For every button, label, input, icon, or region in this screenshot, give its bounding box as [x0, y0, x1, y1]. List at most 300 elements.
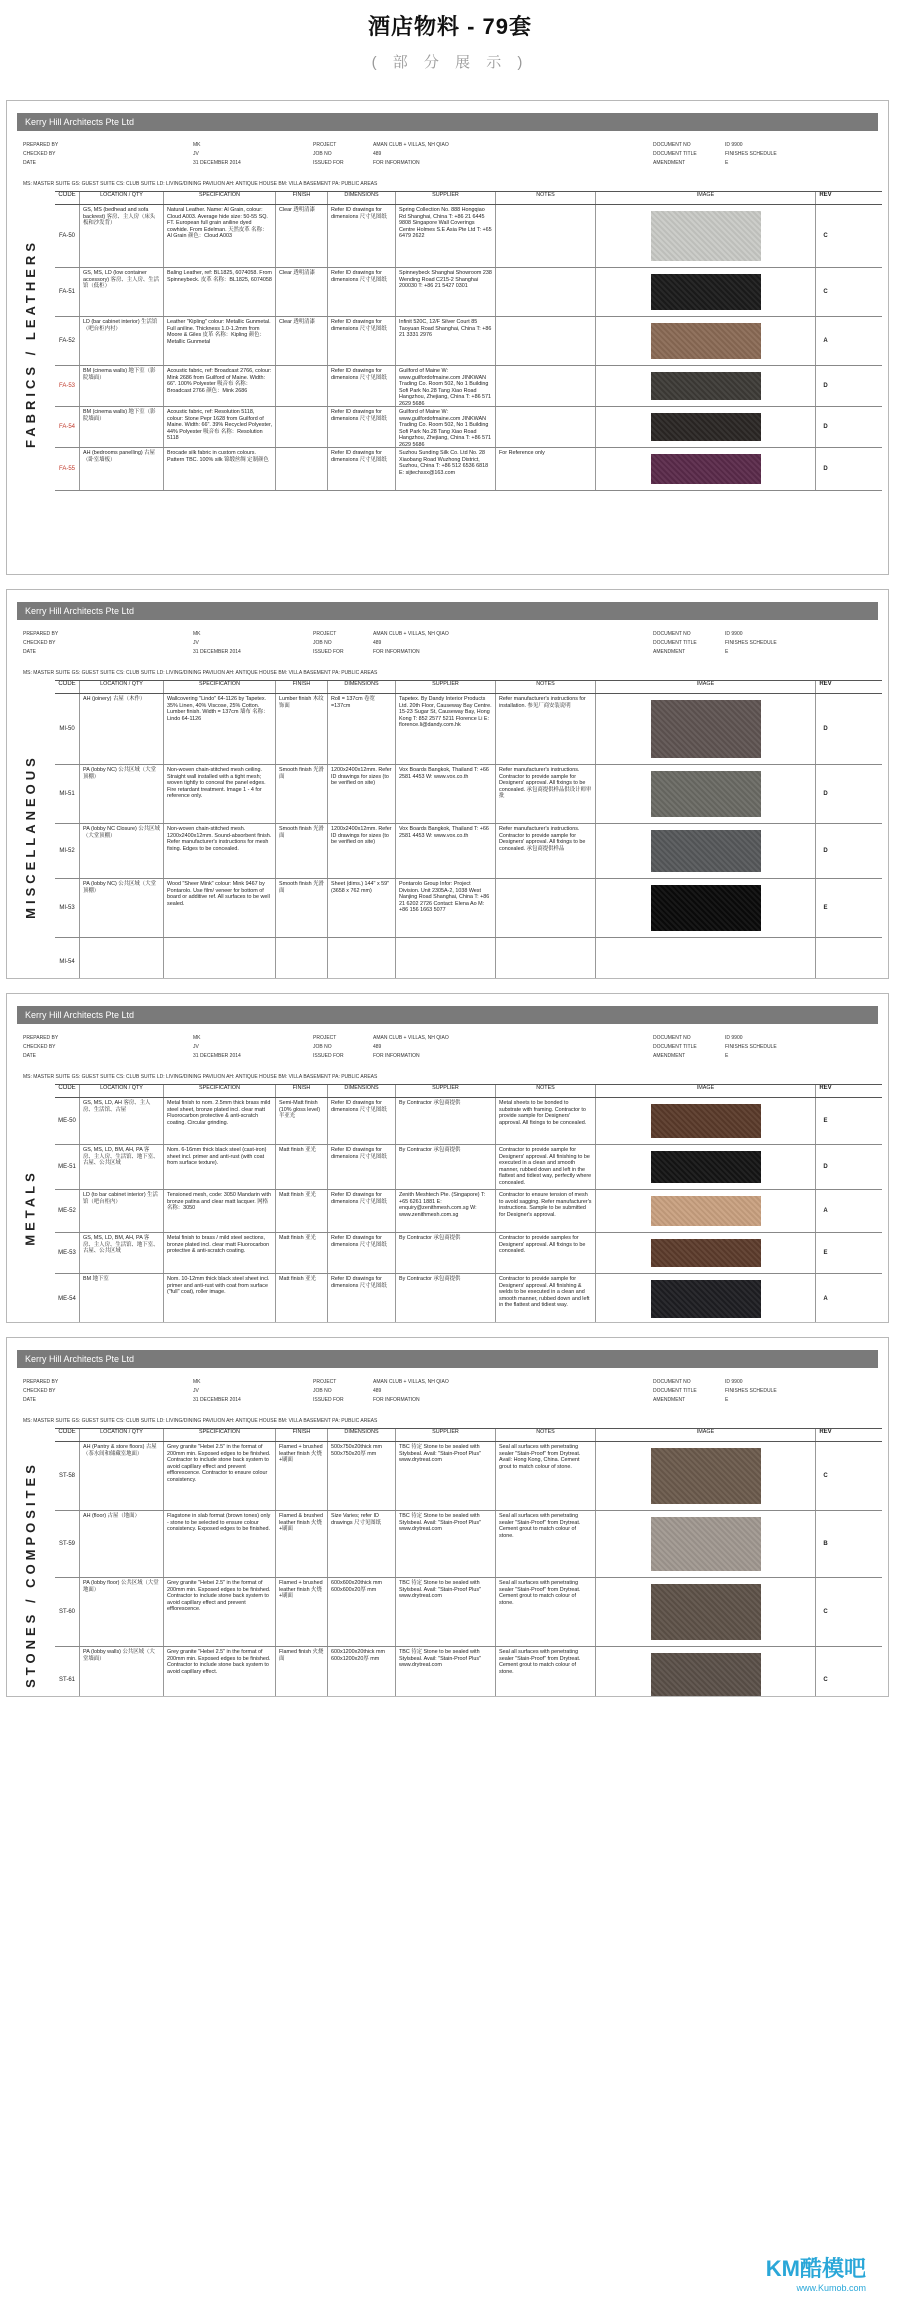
material-swatch-cell: [595, 268, 815, 316]
row-specification: Metal finish to nom. 2.5mm thick brass mild steel sheet, bronze plated incl. clear matt Fluorocarbon protective & anti-scratch coating. Circular grinding.: [163, 1098, 275, 1144]
row-location: LD (bar cabinet interior) 生活馆（吧台柜内衬）: [79, 317, 163, 365]
column-header: IMAGE: [595, 681, 815, 693]
row-location: GS, MS (bedhead and sofa backrest) 客房、主人房（床头板和沙发背）: [79, 205, 163, 267]
meta-field: FOR INFORMATION: [373, 1053, 420, 1059]
row-specification: Non-woven chain-stitched mesh. 1200x2400x12mm. Sound-absorbent finish. Refer manufacturer's instructions for mesh fixing. Edges to be concealed.: [163, 824, 275, 878]
schedule-table: [55, 1428, 882, 1697]
row-location: GS, MS, LD, BM, AH, PA 客房、主人房、生活馆、地下室、古屋、公共区域: [79, 1233, 163, 1273]
meta-field: ID 9900: [725, 142, 743, 148]
meta-field: JOB NO: [313, 640, 332, 646]
material-swatch-cell: [595, 765, 815, 823]
meta-field: PREPARED BY: [23, 1379, 59, 1385]
row-supplier: TBC 待定 Stone to be sealed with Stylsbeal. Avail: "Stain-Proof Plus" www.drytreat.com: [395, 1511, 495, 1577]
firm-title-bar: Kerry Hill Architects Pte Ltd: [17, 113, 878, 131]
row-revision: E: [815, 879, 835, 937]
meta-field: ISSUED FOR: [313, 1053, 344, 1059]
row-supplier: Tapetex. By Dandy Interior Products Ltd. 20th Floor, Causeway Bay Centre. 15-23 Sugar St, Causeway Bay, Hong Kong T: 852 2577 5211 Florence Li E: florence.li@dandy.com.hk: [395, 694, 495, 764]
material-swatch-image: [651, 1653, 761, 1697]
row-location: PA (lobby walls) 公共区域（大堂墙面）: [79, 1647, 163, 1697]
row-finish: [275, 407, 327, 447]
column-header: NOTES: [495, 1085, 595, 1097]
row-specification: [163, 938, 275, 979]
meta-field: DATE: [23, 649, 36, 655]
table-row: [55, 268, 882, 317]
material-swatch-cell: [595, 366, 815, 406]
table-row: [55, 694, 882, 765]
row-finish: Flamed finish 火烧面: [275, 1647, 327, 1697]
row-dimensions: 1200x2400x12mm. Refer ID drawings for sizes (to be verified on site): [327, 765, 395, 823]
row-finish: Flamed & brushed leather finish 火烧+刷面: [275, 1511, 327, 1577]
table-row: [55, 1098, 882, 1145]
meta-field: E: [725, 1053, 729, 1059]
meta-field: MK: [193, 631, 201, 637]
meta-field: DOCUMENT NO: [653, 631, 691, 637]
meta-field: DOCUMENT TITLE: [653, 1388, 697, 1394]
meta-field: FOR INFORMATION: [373, 1397, 420, 1403]
material-swatch-image: [651, 1517, 761, 1571]
meta-field: AMAN CLUB + VILLAS, NH QIAO: [373, 631, 449, 637]
sheet-meta: [23, 141, 872, 179]
meta-field: AMAN CLUB + VILLAS, NH QIAO: [373, 1379, 449, 1385]
table-row: [55, 407, 882, 448]
schedule-table: [55, 680, 882, 979]
meta-field: 31 DECEMBER 2014: [193, 649, 241, 655]
row-specification: Metal finish to brass / mild steel sections, bronze plated incl. clear matt Fluorocarbon protective & anti-scratch coating.: [163, 1233, 275, 1273]
meta-column: [193, 1378, 241, 1405]
meta-field: DATE: [23, 1397, 36, 1403]
row-notes: Refer manufacturer's instructions for installation. 参见厂商安装说明: [495, 694, 595, 764]
table-row: [55, 317, 882, 366]
meta-column: [653, 1034, 697, 1061]
meta-field: FINISHES SCHEDULE: [725, 1044, 777, 1050]
row-dimensions: Refer ID drawings for dimensions 尺寸见图纸: [327, 1145, 395, 1189]
category-text: STONES / COMPOSITES: [22, 1460, 38, 1688]
row-supplier: Infinit 520C, 12/F Silver Court 85 Taoyuan Road Shanghai, China T: +86 21 3331 2976: [395, 317, 495, 365]
meta-field: DOCUMENT TITLE: [653, 151, 697, 157]
column-header: IMAGE: [595, 1085, 815, 1097]
row-code: MI-54: [59, 958, 75, 965]
material-swatch-cell: [595, 448, 815, 490]
row-specification: Wallcovering "Lindo" 64-1126 by Tapetex. 35% Linen, 40% Viscose, 25% Cotton. Lumber finish. Width = 137cm 墙布 名称：Lindo 64-1126: [163, 694, 275, 764]
column-header: CODE: [58, 1085, 76, 1091]
meta-column: [653, 630, 697, 657]
row-revision: D: [815, 824, 835, 878]
row-specification: Grey granite "Hebei 2.5" in the format of 200mm min. Exposed edges to be finished. Contractor to include stone back system to avoid capillary effect and prevent efflorescence. Contractor to ensure colour consistency.: [163, 1442, 275, 1510]
row-location: GS, MS, LD (low container accessory) 客房、主人房、生活馆（低柜）: [79, 268, 163, 316]
row-specification: Baling Leather, ref: BL1825, 6074058. From Spinneybeck. 皮革 名称：BL1825, 6074058: [163, 268, 275, 316]
row-dimensions: Refer ID drawings for dimensions 尺寸见图纸: [327, 205, 395, 267]
column-header: DIMENSIONS: [327, 1085, 395, 1097]
meta-field: MK: [193, 142, 201, 148]
material-swatch-image: [651, 413, 761, 441]
row-supplier: Spring Collection No. 888 Hongqiao Rd Shanghai, China T: +86 21 6445 9808 Singapore Wall Coverings Centre Holmes S.E Asia Pte Ltd T: +65 6479 2622: [395, 205, 495, 267]
material-swatch-cell: [595, 1442, 815, 1510]
row-dimensions: Refer ID drawings for dimensions 尺寸见图纸: [327, 268, 395, 316]
meta-field: CHECKED BY: [23, 1388, 56, 1394]
row-revision: C: [815, 268, 835, 316]
material-swatch-cell: [595, 1511, 815, 1577]
row-revision: D: [815, 448, 835, 490]
row-location: [79, 938, 163, 979]
meta-field: DOCUMENT TITLE: [653, 1044, 697, 1050]
row-code: FA-54: [58, 423, 75, 430]
row-notes: Seal all surfaces with penetrating sealer "Stain-Proof" from Drytreat. Avail: Hong Kong, China. Cement grout to match colour of stone.: [495, 1442, 595, 1510]
row-code: ME-51: [58, 1163, 76, 1170]
table-row: [55, 1647, 882, 1697]
column-header: SPECIFICATION: [163, 192, 275, 204]
row-notes: Metal sheets to be bonded to substrate with framing. Contractor to provide sample for Designers' approval. All fixings to be concealed.: [495, 1098, 595, 1144]
row-code: ST-60: [58, 1608, 75, 1615]
row-finish: Smooth finish 光滑面: [275, 824, 327, 878]
row-finish: Clear 透明清漆: [275, 205, 327, 267]
column-header: CODE: [58, 1429, 76, 1435]
meta-field: PREPARED BY: [23, 631, 59, 637]
row-revision: A: [815, 1274, 835, 1323]
row-dimensions: Refer ID drawings for dimensions 尺寸见图纸: [327, 1274, 395, 1323]
column-header: SUPPLIER: [395, 1085, 495, 1097]
meta-field: PROJECT: [313, 1379, 337, 1385]
row-revision: C: [815, 1578, 835, 1646]
meta-column: [193, 141, 241, 168]
table-row: [55, 1233, 882, 1274]
category-label: [15, 1096, 45, 1318]
row-specification: Flagstone in slab format (brown tones) only - stone to be selected to ensure colour consistency. Exposed edges to be finished.: [163, 1511, 275, 1577]
row-revision: B: [815, 1511, 835, 1577]
row-dimensions: Size Varies; refer ID drawings 尺寸见图纸: [327, 1511, 395, 1577]
column-header: IMAGE: [595, 1429, 815, 1441]
meta-column: [725, 141, 777, 168]
meta-field: DOCUMENT TITLE: [653, 640, 697, 646]
row-finish: Matt finish 亚光: [275, 1145, 327, 1189]
material-swatch-cell: [595, 1233, 815, 1273]
material-swatch-image: [651, 1151, 761, 1183]
category-label: [15, 203, 45, 483]
meta-column: [373, 1378, 449, 1405]
row-specification: Grey granite "Hebei 2.5" in the format of 200mm min. Exposed edges to be finished. Contractor to include stone back system to avoid capillary effect and prevent efflorescence.: [163, 1578, 275, 1646]
row-notes: Refer manufacturer's instructions. Contractor to provide sample for Designers' approval. All fixings to be concealed. 承包商提供样品供设计师审批: [495, 765, 595, 823]
material-swatch-image: [651, 885, 761, 931]
meta-column: [23, 1378, 58, 1405]
row-supplier: TBC 待定 Stone to be sealed with Stylsbeal. Avail: "Stain-Proof Plus" www.drytreat.com: [395, 1442, 495, 1510]
meta-field: FINISHES SCHEDULE: [725, 640, 777, 646]
row-notes: Seal all surfaces with penetrating sealer "Stain-Proof" from Drytreat. Cement grout to match colour of stone.: [495, 1647, 595, 1697]
material-swatch-image: [651, 372, 761, 400]
row-notes: Seal all surfaces with penetrating sealer "Stain-Proof" from Drytreat. Cement grout to match colour of stone.: [495, 1511, 595, 1577]
row-finish: Clear 透明清漆: [275, 317, 327, 365]
row-finish: Smooth finish 光滑面: [275, 879, 327, 937]
meta-field: ISSUED FOR: [313, 1397, 344, 1403]
location-legend: MS: MASTER SUITE GS: GUEST SUITE CS: CLUB SUITE LD: LIVING/DINING PAVILION AH: ANTIQUE HOUSE BM: VILLA BASEMENT PA: PUBLIC AREAS: [23, 670, 378, 676]
meta-column: [313, 141, 344, 168]
row-location: GS, MS, LD, BM, AH, PA 客房、主人房、生活馆、地下室、古屋、公共区域: [79, 1145, 163, 1189]
column-header: LOCATION / QTY: [79, 1429, 163, 1441]
row-notes: [495, 268, 595, 316]
meta-field: DATE: [23, 160, 36, 166]
table-header: [55, 192, 882, 205]
column-header: REV: [815, 1085, 835, 1097]
firm-title-bar: Kerry Hill Architects Pte Ltd: [17, 602, 878, 620]
meta-field: DOCUMENT NO: [653, 1035, 691, 1041]
row-notes: For Reference only: [495, 448, 595, 490]
row-specification: Natural Leather. Name: Al Grain, colour: Cloud A003. Average hide size: 50-55 SQ. FT. European full grain aniline dyed cowhide. From Edelman. 天然皮革 名称：Al Grain 颜色：Cloud A003: [163, 205, 275, 267]
meta-column: [653, 141, 697, 168]
table-row: [55, 448, 882, 491]
row-location: LD (to bar cabinet interior) 生活馆（吧台柜内）: [79, 1190, 163, 1232]
material-swatch-image: [651, 1448, 761, 1504]
material-swatch-image: [651, 830, 761, 872]
meta-field: 31 DECEMBER 2014: [193, 1397, 241, 1403]
meta-field: PROJECT: [313, 1035, 337, 1041]
row-notes: Contractor to ensure tension of mesh to avoid sagging. Refer manufacturer's instructions. Sample to be submitted for Designer's approval.: [495, 1190, 595, 1232]
column-header: DIMENSIONS: [327, 681, 395, 693]
row-supplier: TBC 待定 Stone to be sealed with Stylsbeal. Avail: "Stain-Proof Plus" www.drytreat.com: [395, 1578, 495, 1646]
material-swatch-image: [651, 211, 761, 261]
row-finish: Matt finish 亚光: [275, 1233, 327, 1273]
column-header: REV: [815, 681, 835, 693]
row-location: BM (cinema walls) 地下室（影院墙面）: [79, 366, 163, 406]
location-legend: MS: MASTER SUITE GS: GUEST SUITE CS: CLUB SUITE LD: LIVING/DINING PAVILION AH: ANTIQUE HOUSE BM: VILLA BASEMENT PA: PUBLIC AREAS: [23, 1074, 378, 1080]
row-specification: Tensioned mesh, code: 3050 Mandarin with bronze patina and clear matt lacquer. 网格 名称：3050: [163, 1190, 275, 1232]
page-header: [0, 0, 900, 90]
row-code: ST-58: [58, 1472, 75, 1479]
row-code: FA-55: [58, 465, 75, 472]
column-header: CODE: [58, 192, 76, 198]
row-notes: [495, 205, 595, 267]
table-row: [55, 879, 882, 938]
schedule-sheet: [6, 100, 889, 575]
row-supplier: Guilford of Maine W: www.guilfordofmaine.com JINKWAN Trading Co. Room 502, No 1 Building Sofi Park No.28 Tang Xiao Road Hangzhou, Zhejiang, China T: +86 571 2629 5686: [395, 366, 495, 406]
row-supplier: Vox Boards Bangkok, Thailand T: +66 2581 4453 W: www.vox.co.th: [395, 765, 495, 823]
row-revision: D: [815, 765, 835, 823]
material-swatch-cell: [595, 1098, 815, 1144]
meta-field: FOR INFORMATION: [373, 649, 420, 655]
column-header: SUPPLIER: [395, 192, 495, 204]
row-code: MI-52: [59, 847, 75, 854]
row-notes: Contractor to provide sample for Designers' approval. All finishing to be executed in a clean and smooth manner, rubbed down and left in the flattest and tidiest way, perfectly where concealed.: [495, 1145, 595, 1189]
material-swatch-cell: [595, 694, 815, 764]
row-code: MI-53: [59, 904, 75, 911]
row-location: PA (lobby NC) 公共区域（大堂顶棚）: [79, 879, 163, 937]
meta-column: [193, 1034, 241, 1061]
row-specification: Nom. 10-12mm thick black steel sheet incl. primer and anti-rust with coat from surface ("full" coat), roller image.: [163, 1274, 275, 1323]
table-header: [55, 1429, 882, 1442]
meta-column: [193, 630, 241, 657]
meta-field: E: [725, 649, 729, 655]
meta-column: [23, 1034, 58, 1061]
meta-column: [725, 1378, 777, 1405]
column-header: FINISH: [275, 192, 327, 204]
schedule-sheet: [6, 589, 889, 979]
meta-column: [313, 1034, 344, 1061]
row-code: ME-53: [58, 1249, 76, 1256]
row-location: BM (cinema walls) 地下室（影院墙面）: [79, 407, 163, 447]
category-label: [15, 692, 45, 979]
watermark-brand: KM酷模吧: [765, 2256, 866, 2281]
meta-field: MK: [193, 1035, 201, 1041]
schedule-table: [55, 1084, 882, 1323]
row-notes: Contractor to provide samples for Designers' approval. All fixings to be concealed.: [495, 1233, 595, 1273]
row-revision: D: [815, 694, 835, 764]
meta-field: E: [725, 1397, 729, 1403]
meta-field: ID 9900: [725, 1035, 743, 1041]
meta-column: [373, 141, 449, 168]
meta-field: AMENDMENT: [653, 160, 686, 166]
table-row: [55, 1442, 882, 1511]
row-finish: Flamed + brushed leather finish 火烧+刷面: [275, 1578, 327, 1646]
row-specification: Non-woven chain-stitched mesh ceiling. Straight wall installed with a tight mesh; woven tightly to conceal the panel edges. Fire retardant treatment. Image 1 - 4 for reference only.: [163, 765, 275, 823]
meta-field: DOCUMENT NO: [653, 142, 691, 148]
row-revision: D: [815, 366, 835, 406]
sheet-meta: [23, 630, 872, 668]
material-swatch-cell: [595, 1145, 815, 1189]
category-text: FABRICS / LEATHERS: [22, 238, 38, 448]
meta-field: E: [725, 160, 729, 166]
column-header: FINISH: [275, 681, 327, 693]
table-header: [55, 681, 882, 694]
table-row: [55, 1578, 882, 1647]
meta-column: [23, 141, 58, 168]
row-supplier: Vox Boards Bangkok, Thailand T: +66 2581 4453 W: www.vox.co.th: [395, 824, 495, 878]
meta-field: DOCUMENT NO: [653, 1379, 691, 1385]
row-revision: D: [815, 1145, 835, 1189]
row-location: BM 地下室: [79, 1274, 163, 1323]
meta-field: 489: [373, 151, 382, 157]
row-finish: Smooth finish 光滑面: [275, 765, 327, 823]
row-supplier: Guilford of Maine W: www.guilfordofmaine.com JINKWAN Trading Co. Room 502, No 1 Building Sofi Park No.28 Tang Xiao Road Hangzhou, Zhejiang, China T: +86 571 2629 5686: [395, 407, 495, 447]
row-finish: Semi-Matt finish (10% gloss level) 半亚光: [275, 1098, 327, 1144]
row-finish: Clear 透明清漆: [275, 268, 327, 316]
table-row: [55, 205, 882, 268]
row-finish: Matt finish 亚光: [275, 1274, 327, 1323]
table-row: [55, 1145, 882, 1190]
table-header: [55, 1085, 882, 1098]
row-supplier: By Contractor 承包商提供: [395, 1274, 495, 1323]
row-revision: E: [815, 1098, 835, 1144]
row-code: FA-51: [58, 288, 75, 295]
row-supplier: By Contractor 承包商提供: [395, 1098, 495, 1144]
row-supplier: Suzhou Sunding Silk Co. Ltd No. 28 Xiaobang Road Wuzhong District, Suzhou, China T: +86 512 6536 6818 E: sijtechsxx@163.com: [395, 448, 495, 490]
row-notes: [495, 938, 595, 979]
meta-column: [373, 630, 449, 657]
row-dimensions: [327, 938, 395, 979]
row-revision: [815, 938, 835, 979]
row-notes: [495, 407, 595, 447]
column-header: LOCATION / QTY: [79, 192, 163, 204]
material-swatch-image: [651, 1280, 761, 1318]
material-swatch-cell: [595, 824, 815, 878]
meta-column: [725, 630, 777, 657]
row-dimensions: 600x600x20thick mm 600x600x20厚 mm: [327, 1578, 395, 1646]
row-code: FA-52: [58, 337, 75, 344]
column-header: REV: [815, 1429, 835, 1441]
row-supplier: By Contractor 承包商提供: [395, 1145, 495, 1189]
row-notes: Refer manufacturer's instructions. Contractor to provide sample for Designers' approval. All fixings to be concealed. 承包商提供样品: [495, 824, 595, 878]
meta-field: JV: [193, 151, 199, 157]
row-dimensions: Refer ID drawings for dimensions 尺寸见图纸: [327, 1190, 395, 1232]
meta-field: PROJECT: [313, 142, 337, 148]
row-revision: C: [815, 1647, 835, 1697]
column-header: LOCATION / QTY: [79, 681, 163, 693]
meta-field: JV: [193, 640, 199, 646]
meta-field: MK: [193, 1379, 201, 1385]
meta-field: 31 DECEMBER 2014: [193, 1053, 241, 1059]
schedule-table: [55, 191, 882, 491]
meta-field: ID 9900: [725, 1379, 743, 1385]
row-dimensions: 500x750x20thick mm 500x750x20厚 mm: [327, 1442, 395, 1510]
row-specification: Grey granite "Hebei 2.5" in the format of 200mm min. Exposed edges to be finished. Contractor to include stone back system to avoid capillary effect.: [163, 1647, 275, 1697]
material-swatch-cell: [595, 1274, 815, 1323]
row-code: ME-52: [58, 1207, 76, 1214]
row-location: PA (lobby floor) 公共区域（大堂地面）: [79, 1578, 163, 1646]
meta-field: CHECKED BY: [23, 640, 56, 646]
meta-field: DATE: [23, 1053, 36, 1059]
material-swatch-cell: [595, 938, 815, 979]
material-swatch-image: [651, 274, 761, 310]
sheet-meta: [23, 1034, 872, 1072]
material-swatch-image: [651, 1196, 761, 1226]
meta-field: JOB NO: [313, 1388, 332, 1394]
row-dimensions: 1200x2400x12mm. Refer ID drawings for sizes (to be verified on site): [327, 824, 395, 878]
row-code: FA-50: [58, 232, 75, 239]
location-legend: MS: MASTER SUITE GS: GUEST SUITE CS: CLUB SUITE LD: LIVING/DINING PAVILION AH: ANTIQUE HOUSE BM: VILLA BASEMENT PA: PUBLIC AREAS: [23, 181, 378, 187]
row-location: GS, MS, LD, AH 客房、主人房、生活馆、古屋: [79, 1098, 163, 1144]
row-notes: Contractor to provide sample for Designers' approval. All finishing & welds to be executed in a clean and smooth manner, rubbed down and left in the flattest and tidiest way.: [495, 1274, 595, 1323]
table-row: [55, 824, 882, 879]
row-revision: C: [815, 1442, 835, 1510]
row-dimensions: Sheet (dims.) 144" x 59" (3658 x 762 mm): [327, 879, 395, 937]
row-dimensions: 600x1200x20thick mm 600x1200x20厚 mm: [327, 1647, 395, 1697]
row-revision: C: [815, 205, 835, 267]
material-swatch-image: [651, 700, 761, 758]
row-revision: A: [815, 1190, 835, 1232]
material-swatch-cell: [595, 407, 815, 447]
column-header: DIMENSIONS: [327, 1429, 395, 1441]
meta-field: AMENDMENT: [653, 1053, 686, 1059]
meta-column: [725, 1034, 777, 1061]
column-header: IMAGE: [595, 192, 815, 204]
watermark-logo: [766, 2252, 866, 2293]
meta-field: ISSUED FOR: [313, 160, 344, 166]
row-code: ME-50: [58, 1117, 76, 1124]
row-finish: Flamed + brushed leather finish 火烧+刷面: [275, 1442, 327, 1510]
meta-field: AMAN CLUB + VILLAS, NH QIAO: [373, 142, 449, 148]
meta-field: CHECKED BY: [23, 1044, 56, 1050]
row-supplier: TBC 待定 Stone to be sealed with Stylsbeal. Avail: "Stain-Proof Plus" www.drytreat.com: [395, 1647, 495, 1697]
row-dimensions: Refer ID drawings for dimensions 尺寸见图纸: [327, 448, 395, 490]
material-swatch-image: [651, 1104, 761, 1138]
material-swatch-image: [651, 1239, 761, 1267]
row-code: FA-53: [58, 382, 75, 389]
meta-field: 489: [373, 640, 382, 646]
column-header: FINISH: [275, 1429, 327, 1441]
meta-field: 489: [373, 1044, 382, 1050]
row-finish: [275, 366, 327, 406]
meta-field: PROJECT: [313, 631, 337, 637]
watermark-url: www.Kumob.com: [796, 2283, 866, 2293]
column-header: DIMENSIONS: [327, 192, 395, 204]
row-revision: A: [815, 317, 835, 365]
table-row: [55, 938, 882, 979]
material-swatch-image: [651, 1584, 761, 1640]
column-header: SPECIFICATION: [163, 1085, 275, 1097]
row-supplier: Zenith Meshtech Pte. (Singapore) T: +65 6261 1881 E: enquiry@zenithmesh.com.sg W: www.zenithmesh.com.sg: [395, 1190, 495, 1232]
row-finish: [275, 448, 327, 490]
row-location: AH (joinery) 古屋（木作）: [79, 694, 163, 764]
row-specification: Leather "Kipling" colour: Metallic Gunmetal. Full aniline. Thickness 1.0-1.2mm from Moore & Giles 皮革 名称：Kipling 颜色：Metallic Gunmetal: [163, 317, 275, 365]
meta-field: FINISHES SCHEDULE: [725, 1388, 777, 1394]
row-revision: D: [815, 407, 835, 447]
row-dimensions: Refer ID drawings for dimensions 尺寸见图纸: [327, 317, 395, 365]
